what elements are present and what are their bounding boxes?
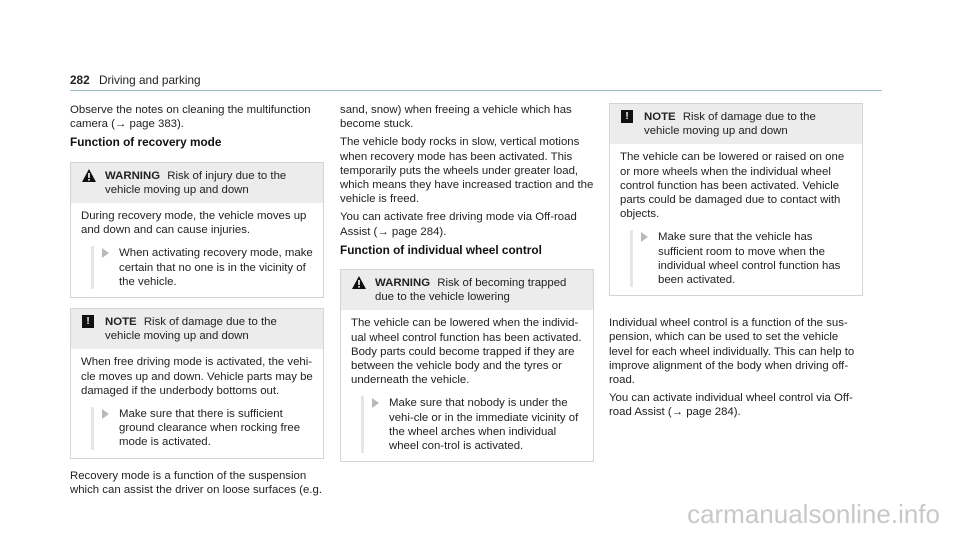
warning-box-wheel-control (340, 269, 594, 462)
warning-box-body (71, 203, 323, 297)
warning-text: The vehicle can be lowered when the individ-ual wheel control function has been activated. Body parts could become trapped if they are between the vehicle body and the tyres or underneath the vehicle. (351, 317, 582, 387)
wheel-control-heading: Function of individual wheel control (340, 242, 542, 257)
note-box-header (71, 309, 323, 349)
page-header (70, 73, 201, 87)
warning-text: During recovery mode, the vehicle moves up and down and can cause injuries. (81, 210, 307, 237)
note-box-wheel-control (609, 103, 863, 296)
step-arrow-icon (102, 409, 109, 419)
step-text: Make sure that there is sufficient ground clearance when rocking free mode is activated. (119, 408, 301, 449)
watermark: carmanualsonline.info (687, 498, 940, 529)
instruction-step (81, 407, 313, 450)
intro-paragraph: Observe the notes on cleaning the multifunction camera (→ page 383). (70, 104, 311, 131)
paragraph: You can activate individual wheel control via Off-road Assist (→ page 284). (609, 392, 853, 419)
column-2 (340, 103, 594, 472)
paragraph: The vehicle body rocks in slow, vertical motions when recovery mode has been activated. This temporarily puts the wheels under greater load, which means they have increased traction and the vehicle is freed. (340, 136, 594, 206)
column-1 (70, 103, 324, 501)
column-3 (609, 103, 863, 424)
warning-label: WARNING (105, 169, 161, 182)
warning-title: Risk of injury due to the vehicle moving up and down (105, 169, 287, 196)
warning-label: WARNING (375, 277, 431, 290)
instruction-step (81, 246, 313, 289)
note-label: NOTE (644, 111, 676, 123)
warning-box-header (341, 270, 593, 310)
exclamation-icon: ! (621, 110, 633, 123)
step-text: When activating recovery mode, make certain that no one is in the vicinity of the vehicle. (119, 247, 313, 288)
instruction-step (351, 396, 583, 453)
header-divider (70, 90, 882, 91)
step-arrow-icon (372, 398, 379, 408)
step-text: Make sure that nobody is under the vehi-cle or in the immediate vicinity of the wheel arches when individual wheel con-trol is activated. (389, 397, 579, 453)
note-title: Risk of damage due to the vehicle moving up and down (105, 316, 277, 343)
section-title: Driving and parking (98, 73, 201, 87)
note-box-header (610, 104, 862, 144)
warning-box-body (341, 310, 593, 461)
note-title: Risk of damage due to the vehicle moving up and down (644, 111, 816, 138)
warning-triangle-icon (352, 276, 366, 289)
warning-box-header (71, 163, 323, 203)
step-bar (361, 396, 364, 453)
warning-triangle-icon (82, 169, 96, 182)
note-box-body (610, 144, 862, 295)
note-label: NOTE (105, 316, 137, 329)
warning-box-recovery (70, 162, 324, 298)
paragraph: Individual wheel control is a function of the sus-pension, which can be used to set the vehicle level for each wheel individually. This can help to improve alignment of the body when driving off-road. (609, 317, 855, 387)
note-box-body (71, 349, 323, 457)
step-bar (91, 407, 94, 450)
step-arrow-icon (102, 248, 109, 258)
recovery-mode-paragraph: Recovery mode is a function of the suspension which can assist the driver on loose surfaces (e.g. (70, 469, 322, 496)
paragraph: You can activate free driving mode via Off-road Assist (→ page 284). (340, 211, 577, 238)
note-box-recovery (70, 308, 324, 459)
exclamation-icon: ! (82, 315, 94, 328)
note-text: When free driving mode is activated, the vehi-cle moves up and down. Vehicle parts may be damaged if the underbody bottoms out. (81, 356, 313, 397)
instruction-step (620, 230, 852, 287)
warning-title: Risk of becoming trapped due to the vehicle lowering (375, 277, 567, 304)
page-number: 282 (70, 73, 90, 87)
step-bar (630, 230, 633, 287)
note-text: The vehicle can be lowered or raised on one or more wheels when the individual wheel control function has been activated. Vehicle parts could be damaged due to contact with objects. (620, 151, 845, 221)
paragraph: sand, snow) when freeing a vehicle which has become stuck. (340, 104, 572, 131)
step-text: Make sure that the vehicle has sufficient room to move when the individual wheel control function has been activated. (658, 231, 841, 287)
recovery-mode-heading: Function of recovery mode (70, 135, 222, 150)
step-arrow-icon (641, 232, 648, 242)
step-bar (91, 246, 94, 289)
